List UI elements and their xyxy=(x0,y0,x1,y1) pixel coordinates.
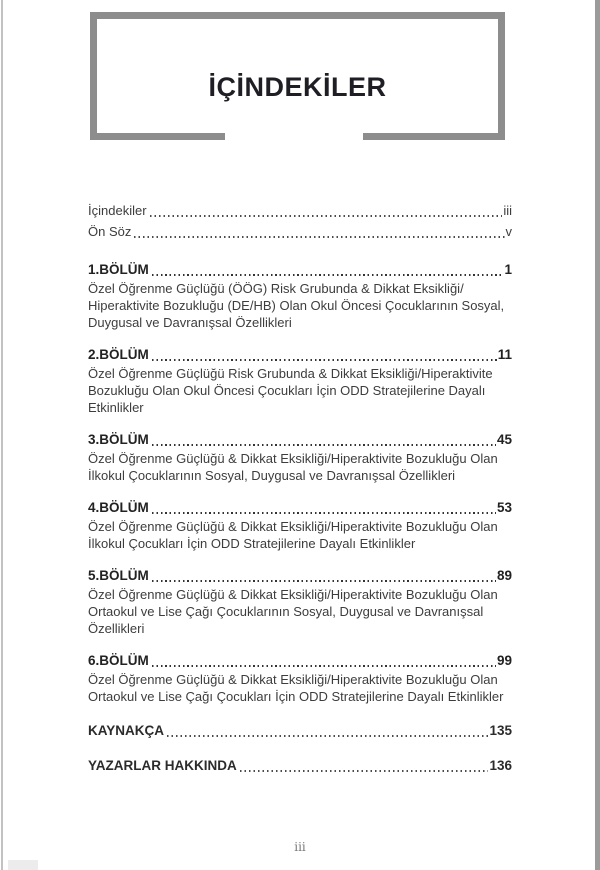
chapter-page-number: 1 xyxy=(504,262,512,277)
description-line: Özel Öğrenme Güçlüğü (ÖÖG) Risk Grubunda & Dikkat Eksikliği/ xyxy=(88,281,464,296)
chapter-label: 2.BÖLÜM xyxy=(88,347,149,362)
chapter-heading-row xyxy=(88,566,512,586)
toc-entry-icindekiler xyxy=(88,200,512,221)
scan-corner-smudge xyxy=(8,860,38,870)
dot-leader xyxy=(240,770,489,772)
chapter-heading-row xyxy=(88,430,512,450)
description-line: Özel Öğrenme Güçlüğü & Dikkat Eksikliği/Hiperaktivite Bozukluğu Olan xyxy=(88,519,498,534)
scan-right-edge xyxy=(595,0,600,870)
toc-entry-page-number: iii xyxy=(503,203,512,218)
chapter-heading-row xyxy=(88,345,512,365)
dot-leader xyxy=(167,735,488,737)
dot-leader xyxy=(152,665,496,667)
description-line: İlkokul Çocukları İçin ODD Stratejilerine Dayalı Etkinlikler xyxy=(88,536,416,551)
chapter-description xyxy=(88,280,512,331)
chapter-heading-row xyxy=(88,651,512,671)
dot-leader xyxy=(152,580,496,582)
toc-entry-onsoz xyxy=(88,221,512,242)
scan-left-edge xyxy=(1,0,3,870)
title-box xyxy=(90,12,505,140)
chapter-description xyxy=(88,518,512,552)
description-line: Özel Öğrenme Güçlüğü Risk Grubunda & Dikkat Eksikliği/Hiperaktivite xyxy=(88,366,493,381)
toc-entry-label: İçindekiler xyxy=(88,203,147,218)
chapter-label: 4.BÖLÜM xyxy=(88,500,149,515)
chapter-description xyxy=(88,450,512,484)
toc-entry-yazarlar-hakkinda xyxy=(88,756,512,776)
description-line: Duygusal ve Davranışsal Özellikleri xyxy=(88,315,292,330)
toc-entry-page-number: 135 xyxy=(489,723,512,738)
chapter-label: 6.BÖLÜM xyxy=(88,653,149,668)
dot-leader xyxy=(152,512,496,514)
toc-entry-label: YAZARLAR HAKKINDA xyxy=(88,758,237,773)
description-line: Bozukluğu Olan Okul Öncesi Çocukları İçin ODD Stratejilerine Dayalı xyxy=(88,383,486,398)
description-line: Özellikleri xyxy=(88,621,145,636)
dot-leader xyxy=(152,274,504,276)
chapter-description xyxy=(88,365,512,416)
toc-chapter-3 xyxy=(88,430,512,484)
dot-leader xyxy=(152,444,496,446)
toc-chapter-1 xyxy=(88,260,512,331)
description-line: Hiperaktivite Bozukluğu (DE/HB) Olan Okul Öncesi Çocuklarının Sosyal, xyxy=(88,298,505,313)
toc-entry-label: KAYNAKÇA xyxy=(88,723,165,738)
chapter-page-number: 53 xyxy=(496,500,512,515)
dot-leader xyxy=(150,215,503,217)
chapter-label: 3.BÖLÜM xyxy=(88,432,149,447)
toc-entry-page-number: 136 xyxy=(489,758,512,773)
description-line: Özel Öğrenme Güçlüğü & Dikkat Eksikliği/Hiperaktivite Bozukluğu Olan xyxy=(88,672,498,687)
toc-entry-page-number: v xyxy=(505,224,512,239)
chapter-page-number: 89 xyxy=(496,568,512,583)
toc-chapter-6 xyxy=(88,651,512,705)
toc-list xyxy=(88,200,512,776)
chapter-page-number: 45 xyxy=(496,432,512,447)
dot-leader xyxy=(152,359,497,361)
chapter-label: 5.BÖLÜM xyxy=(88,568,149,583)
toc-chapter-5 xyxy=(88,566,512,637)
toc-entry-kaynakca xyxy=(88,721,512,741)
chapter-page-number: 11 xyxy=(497,347,512,362)
page-title: İÇİNDEKİLER xyxy=(208,71,387,102)
toc-chapter-2 xyxy=(88,345,512,416)
dot-leader xyxy=(134,236,504,238)
description-line: Ortaokul ve Lise Çağı Çocuklarının Sosyal, Duygusal ve Davranışsal xyxy=(88,604,484,619)
chapter-description xyxy=(88,586,512,637)
description-line: Özel Öğrenme Güçlüğü & Dikkat Eksikliği/Hiperaktivite Bozukluğu Olan xyxy=(88,587,498,602)
toc-chapter-4 xyxy=(88,498,512,552)
chapter-label: 1.BÖLÜM xyxy=(88,262,149,277)
chapter-page-number: 99 xyxy=(496,653,512,668)
chapter-heading-row xyxy=(88,260,512,280)
description-line: Ortaokul ve Lise Çağı Çocukları İçin ODD Stratejilerine Dayalı Etkinlikler xyxy=(88,689,504,704)
footer-page-number: iii xyxy=(294,840,306,854)
description-line: Etkinlikler xyxy=(88,400,144,415)
chapter-heading-row xyxy=(88,498,512,518)
chapter-description xyxy=(88,671,512,705)
description-line: İlkokul Çocuklarının Sosyal, Duygusal ve Davranışsal Özellikleri xyxy=(88,468,456,483)
toc-entry-label: Ön Söz xyxy=(88,224,132,239)
description-line: Özel Öğrenme Güçlüğü & Dikkat Eksikliği/Hiperaktivite Bozukluğu Olan xyxy=(88,451,498,466)
